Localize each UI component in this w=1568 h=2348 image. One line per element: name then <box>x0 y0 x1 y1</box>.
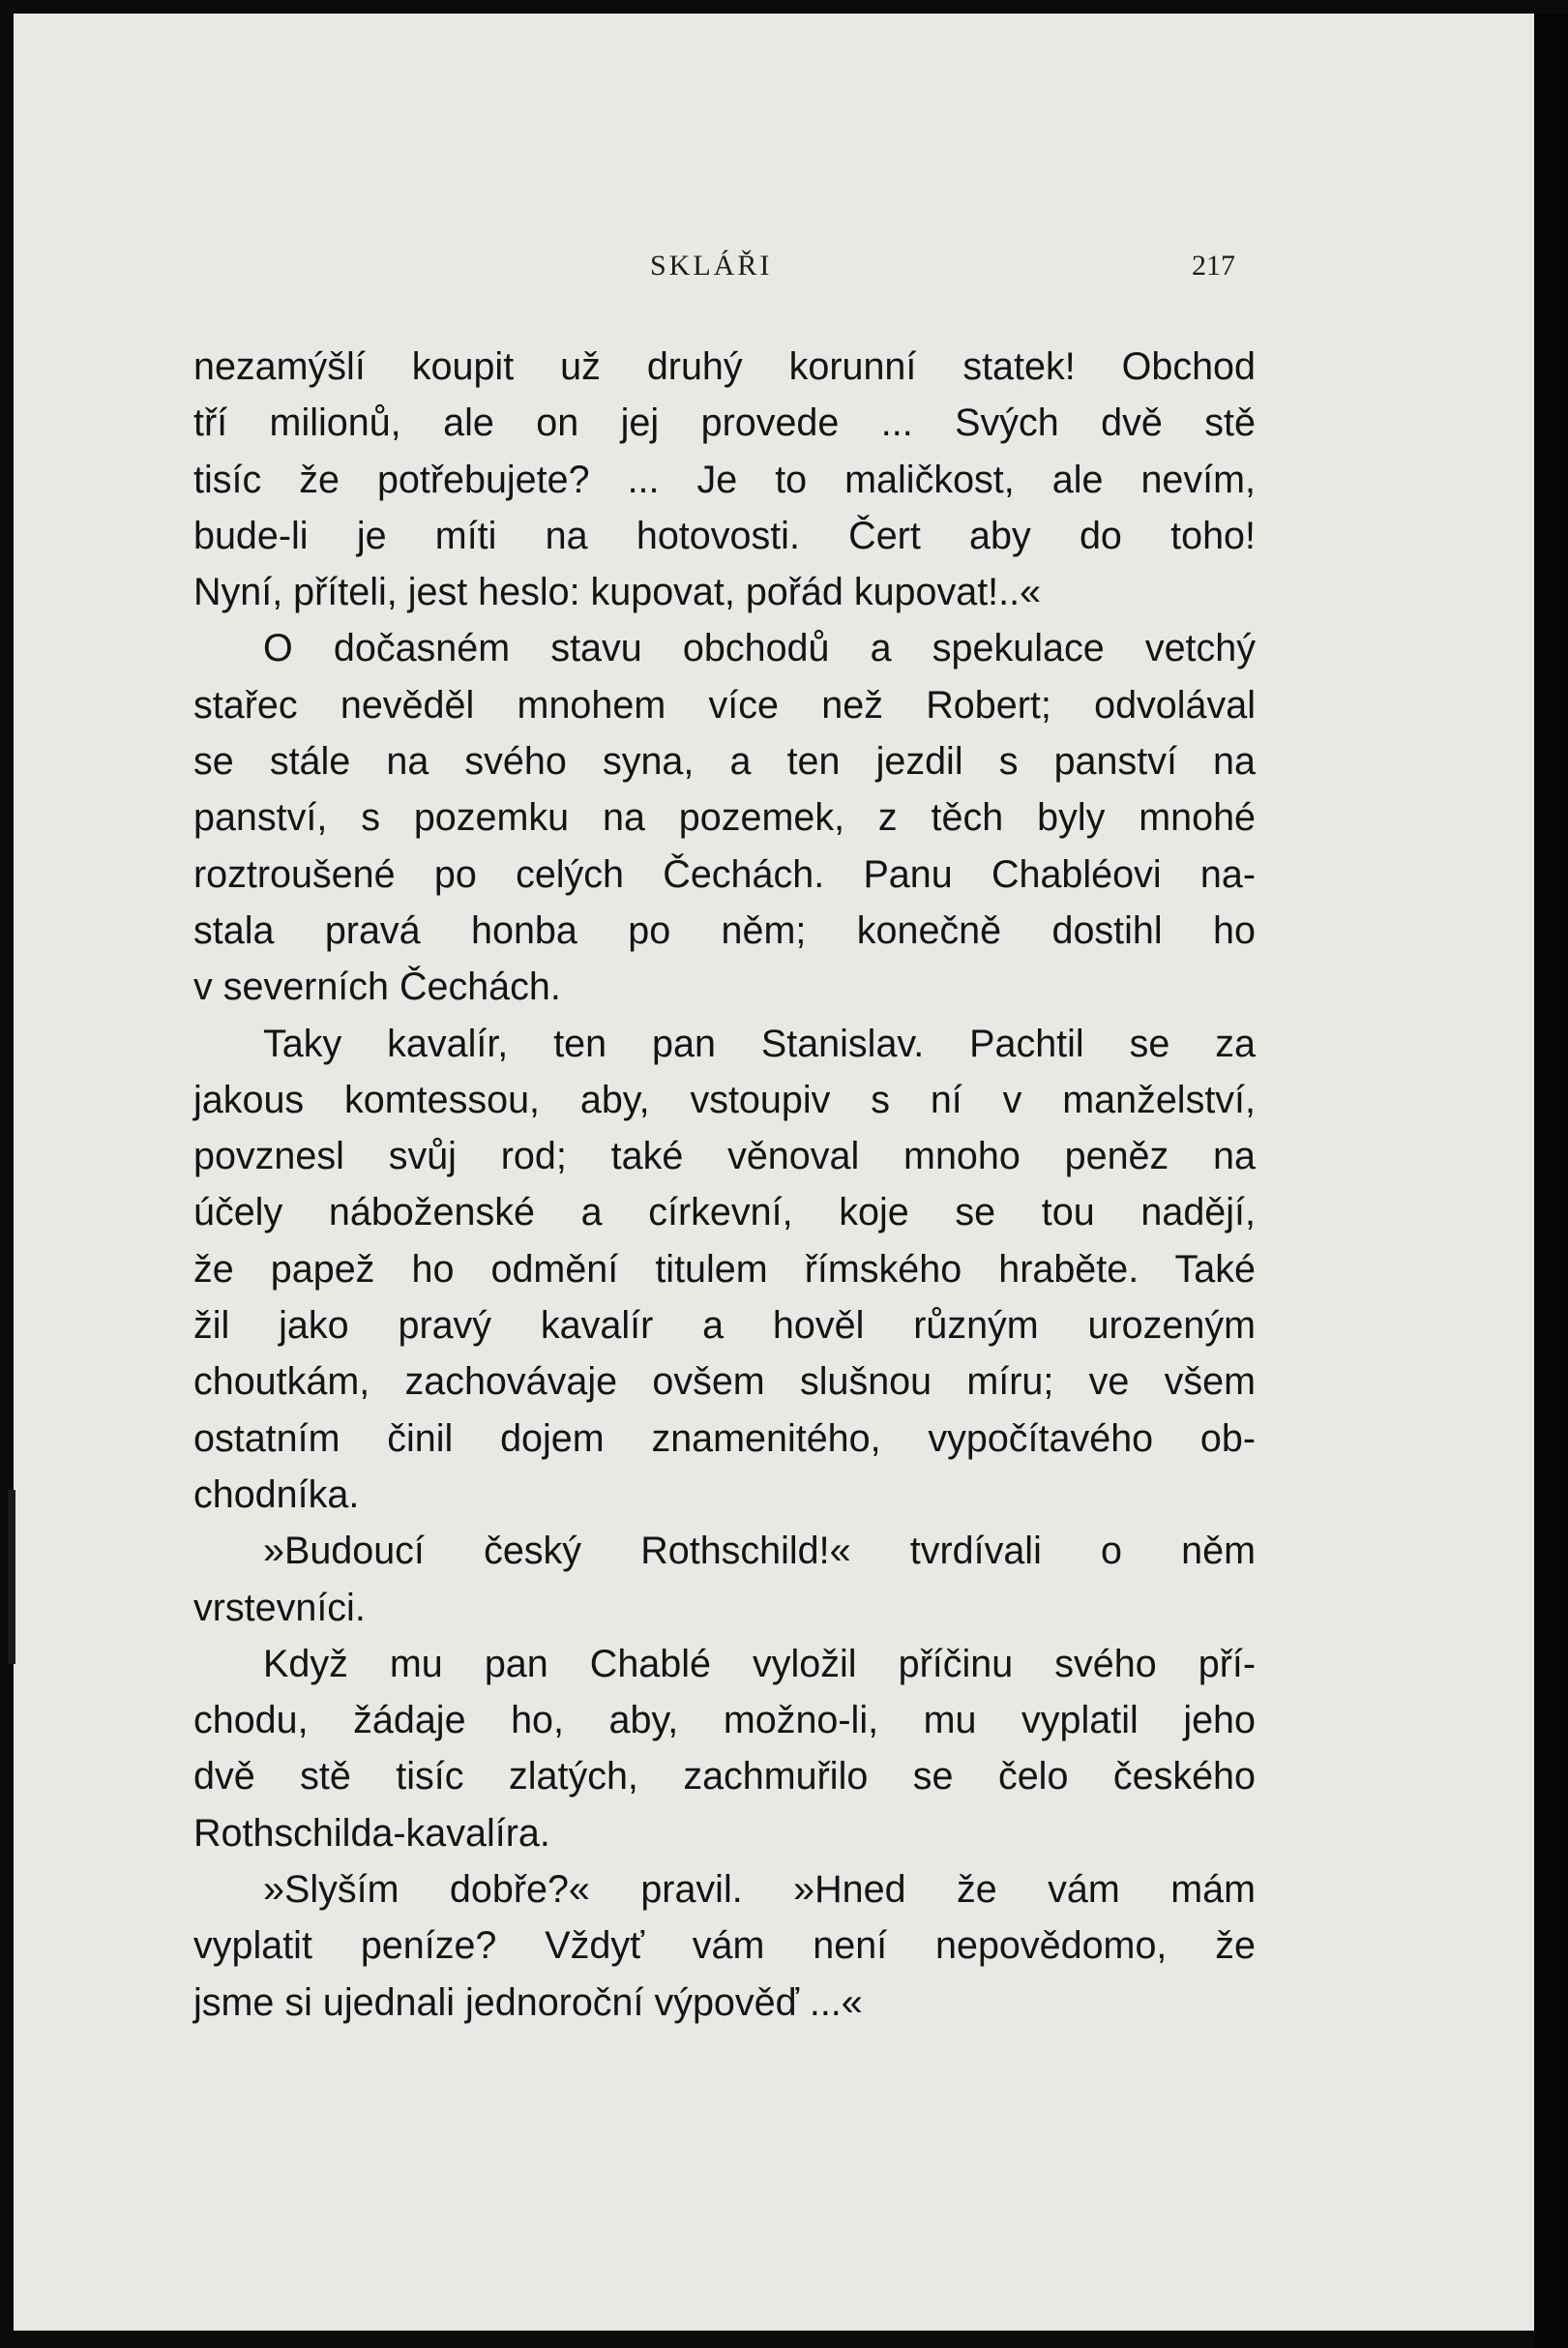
text-line: bude-li je míti na hotovosti. Čert aby do toho! <box>193 514 1256 557</box>
text-line: žil jako pravý kavalír a hověl různým urozeným <box>193 1304 1256 1348</box>
text-line: Nyní, příteli, jest heslo: kupovat, pořád kupovat!..« <box>193 571 1042 614</box>
text-line: Když mu pan Chablé vyložil příčinu svého pří- <box>263 1642 1256 1685</box>
text-line: »Budoucí český Rothschild!« tvrdívali o něm <box>263 1530 1256 1573</box>
text-line: se stále na svého syna, a ten jezdil s panství na <box>193 740 1256 784</box>
text-line: Rothschilda-kavalíra. <box>193 1811 550 1855</box>
text-line: panství, s pozemku na pozemek, z těch byly mnohé <box>193 796 1256 840</box>
text-line: vyplatit peníze? Vždyť vám není nepovědomo, že <box>193 1924 1256 1968</box>
text-line: O dočasném stavu obchodů a spekulace vetchý <box>263 627 1256 670</box>
scan-left-edge-mark <box>8 1490 15 1664</box>
text-line: »Slyším dobře?« pravil. »Hned že vám mám <box>263 1868 1256 1912</box>
text-line: dvě stě tisíc zlatých, zachmuřilo se čelo českého <box>193 1755 1256 1798</box>
text-line: že papež ho odmění titulem římského hraběte. Také <box>193 1247 1256 1291</box>
text-line: chodu, žádaje ho, aby, možno-li, mu vyplatil jeho <box>193 1699 1256 1742</box>
text-line: ostatním činil dojem znamenitého, vypočítavého ob- <box>193 1416 1256 1460</box>
text-line: stařec nevěděl mnohem více než Robert; odvolával <box>193 683 1256 727</box>
page-number: 217 <box>1192 250 1235 282</box>
text-line: v severních Čechách. <box>193 966 561 1009</box>
running-head: SKLÁŘI <box>650 250 773 282</box>
text-line: tisíc že potřebujete? ... Je to maličkost, ale nevím, <box>193 458 1256 501</box>
text-line: tří milionů, ale on jej provede ... Svých dvě stě <box>193 401 1256 445</box>
body-text <box>193 339 1256 2031</box>
text-line: nezamýšlí koupit už druhý korunní statek! Obchod <box>193 345 1256 388</box>
text-line: Taky kavalír, ten pan Stanislav. Pachtil se za <box>263 1022 1256 1065</box>
text-line: účely náboženské a církevní, koje se tou nadějí, <box>193 1191 1256 1234</box>
text-line: vrstevníci. <box>193 1586 366 1629</box>
text-line: stala pravá honba po něm; konečně dostihl ho <box>193 908 1256 952</box>
text-line: povznesl svůj rod; také věnoval mnoho peněz na <box>193 1135 1256 1178</box>
text-line: jakous komtessou, aby, vstoupiv s ní v manželství, <box>193 1078 1256 1121</box>
text-line: choutkám, zachovávaje ovšem slušnou míru; ve všem <box>193 1360 1256 1404</box>
text-line: jsme si ujednali jednoroční výpověď ...« <box>193 1980 863 2024</box>
text-line: roztroušené po celých Čechách. Panu Chabléovi na- <box>193 852 1256 896</box>
text-line: chodníka. <box>193 1472 360 1516</box>
scan-dark-edge <box>1534 14 1568 2348</box>
